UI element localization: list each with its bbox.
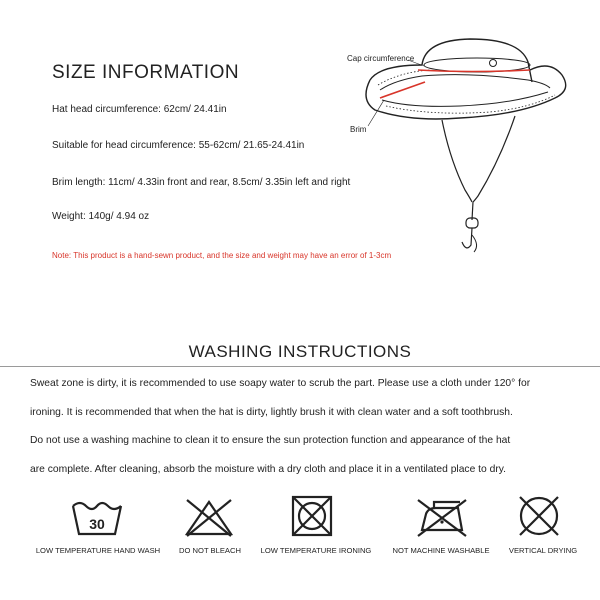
washing-line-4: are complete. After cleaning, absorb the moisture with a dry cloth and place it in a ventilated place to dry. xyxy=(30,464,507,475)
spec-brim-length: Brim length: 11cm/ 4.33in front and rear, 8.5cm/ 3.35in left and right xyxy=(52,177,351,188)
washing-line-2: ironing. It is recommended that when the hat is dirty, lightly brush it with clean water and a soft toothbrush. xyxy=(30,407,513,418)
care-label-low-ironing: LOW TEMPERATURE IRONING xyxy=(260,546,372,555)
low-temp-ironing-icon xyxy=(290,494,334,538)
washing-line-3: Do not use a washing machine to clean it to ensure the sun protection function and appearance of the hat xyxy=(30,435,511,446)
section-divider xyxy=(0,366,600,367)
care-label-hand-wash: LOW TEMPERATURE HAND WASH xyxy=(35,546,161,555)
spec-weight: Weight: 140g/ 4.94 oz xyxy=(52,211,150,222)
cap-circumference-label: Cap circumference xyxy=(347,54,415,63)
size-information-title: SIZE INFORMATION xyxy=(52,62,240,83)
care-label-vertical-drying: VERTICAL DRYING xyxy=(508,546,578,555)
wash-tub-30-icon xyxy=(70,498,124,538)
washing-line-1: Sweat zone is dirty, it is recommended to use soapy water to scrub the part. Please use a cloth under 120° for xyxy=(30,378,531,389)
bucket-hat-illustration xyxy=(350,30,580,260)
brim-label: Brim xyxy=(350,125,367,134)
care-label-no-bleach: DO NOT BLEACH xyxy=(179,546,241,555)
wash-temperature-label: 30 xyxy=(89,516,105,532)
not-machine-washable-icon xyxy=(414,496,470,538)
spec-hat-circumference: Hat head circumference: 62cm/ 24.41in xyxy=(52,104,227,115)
care-label-no-machine: NOT MACHINE WASHABLE xyxy=(392,546,490,555)
do-not-bleach-icon xyxy=(183,496,235,538)
handmade-note: Note: This product is a hand-sewn product, and the size and weight may have an error of 1-3cm xyxy=(52,251,392,260)
spec-suitable-head: Suitable for head circumference: 55-62cm/ 21.65-24.41in xyxy=(52,140,305,151)
washing-instructions-title: WASHING INSTRUCTIONS xyxy=(188,342,412,361)
vertical-drying-icon xyxy=(516,494,562,538)
